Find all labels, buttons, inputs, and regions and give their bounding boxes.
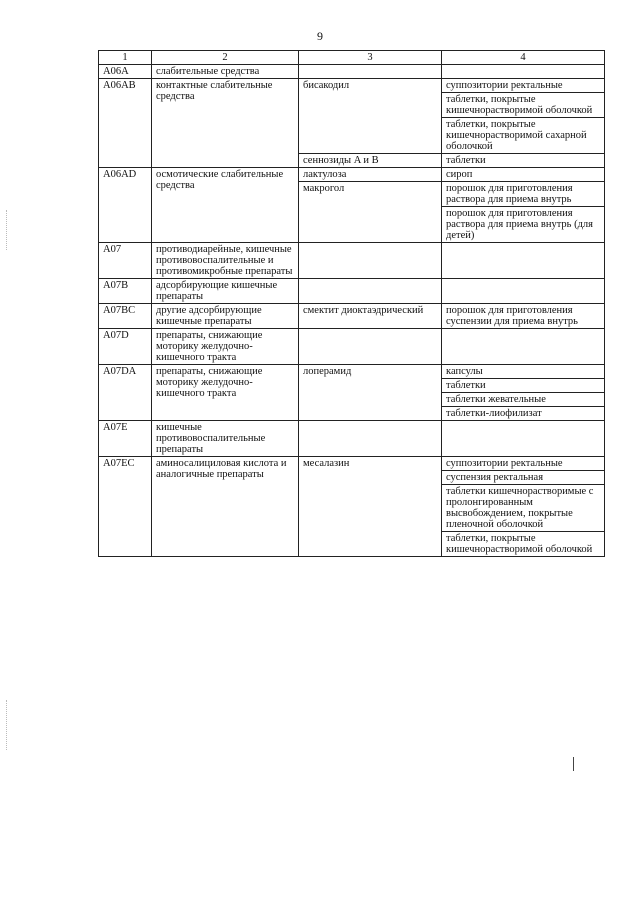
margin-mark <box>573 757 574 771</box>
drug-list <box>298 243 604 278</box>
dosage-forms <box>441 79 604 153</box>
table-row <box>99 278 604 303</box>
table-body <box>99 64 604 556</box>
header-col-4: 4 <box>520 52 526 63</box>
drug-row <box>299 181 604 242</box>
table-row <box>99 167 604 242</box>
atc-code-cell: A06AB <box>103 80 136 91</box>
dosage-forms <box>441 365 604 420</box>
dosage-form-cell: таблетки, покрытые кишечнорастворимой оболочкой <box>442 92 604 117</box>
dosage-form-cell: таблетки <box>446 155 486 166</box>
drug-list <box>298 65 604 78</box>
drug-list <box>298 304 604 328</box>
drug-name-cell: бисакодил <box>303 80 350 91</box>
atc-code-cell: A06A <box>103 66 129 77</box>
drug-list <box>298 329 604 364</box>
dosage-form-cell: таблетки, покрытые кишечнорастворимой оболочкой <box>442 531 604 556</box>
drug-list <box>298 421 604 456</box>
drug-name-cell: месалазин <box>303 458 350 469</box>
dosage-form-cell: таблетки, покрытые кишечнорастворимой сахарной оболочкой <box>442 117 604 153</box>
dosage-form-cell: суспензия ректальная <box>442 470 604 484</box>
group-name-cell: аминосалициловая кислота и аналогичные препараты <box>151 457 298 556</box>
atc-code-cell: A07EC <box>103 458 135 469</box>
group-name-cell: кишечные противовоспалительные препараты <box>151 421 298 456</box>
drug-row <box>299 168 604 181</box>
group-name-cell: слабительные средства <box>151 65 298 78</box>
atc-code-cell: A07BC <box>103 305 136 316</box>
group-name-cell: контактные слабительные средства <box>151 79 298 167</box>
drug-name-cell <box>299 329 441 364</box>
atc-code-cell: A07 <box>103 244 122 255</box>
drug-name-cell: лоперамид <box>303 366 352 377</box>
dosage-forms <box>441 329 604 364</box>
drug-list <box>298 168 604 242</box>
group-name-cell: адсорбирующие кишечные препараты <box>151 279 298 303</box>
page-number: 9 <box>317 29 323 43</box>
dosage-form-cell <box>442 421 604 456</box>
dosage-form-cell: порошок для приготовления раствора для приема внутрь <box>446 183 573 205</box>
drug-row <box>299 65 604 78</box>
table-row <box>99 242 604 278</box>
dosage-form-cell: суппозитории ректальные <box>446 458 563 469</box>
table-row <box>99 303 604 328</box>
dosage-forms <box>441 168 604 181</box>
drug-name-cell <box>299 421 441 456</box>
table-row <box>99 364 604 420</box>
margin-scan-artifact <box>6 700 7 750</box>
dosage-form-cell <box>442 65 604 78</box>
dosage-form-cell <box>442 279 604 303</box>
dosage-forms <box>441 457 604 556</box>
drug-row <box>299 79 604 153</box>
drug-list <box>298 279 604 303</box>
dosage-form-cell: порошок для приготовления суспензии для приема внутрь <box>446 305 578 327</box>
dosage-forms <box>441 154 604 167</box>
drug-name-cell <box>299 65 441 78</box>
dosage-forms <box>441 243 604 278</box>
drug-list <box>298 79 604 167</box>
dosage-form-cell: порошок для приготовления раствора для приема внутрь (для детей) <box>442 206 604 242</box>
drug-table <box>98 50 605 557</box>
drug-row <box>299 279 604 303</box>
dosage-forms <box>441 421 604 456</box>
table-header-row <box>99 51 604 64</box>
header-col-3: 3 <box>367 52 373 63</box>
drug-name-cell: макрогол <box>303 183 345 194</box>
dosage-forms <box>441 182 604 242</box>
dosage-form-cell: таблетки жевательные <box>442 392 604 406</box>
dosage-form-cell: сироп <box>446 169 473 180</box>
drug-row <box>299 329 604 364</box>
drug-row <box>299 457 604 556</box>
drug-name-cell: сеннозиды A и B <box>303 155 379 166</box>
dosage-form-cell: капсулы <box>446 366 483 377</box>
dosage-form-cell <box>442 243 604 278</box>
drug-name-cell <box>299 243 441 278</box>
dosage-forms <box>441 65 604 78</box>
margin-scan-artifact <box>6 210 7 250</box>
group-name-cell: другие адсорбирующие кишечные препараты <box>151 304 298 328</box>
atc-code-cell: A06AD <box>103 169 137 180</box>
dosage-form-cell: таблетки-лиофилизат <box>442 406 604 420</box>
group-name-cell: осмотические слабительные средства <box>151 168 298 242</box>
header-col-1: 1 <box>122 52 128 63</box>
atc-code-cell: A07D <box>103 330 129 341</box>
dosage-forms <box>441 279 604 303</box>
drug-name-cell: смектит диоктаэдрический <box>303 305 424 316</box>
atc-code-cell: A07DA <box>103 366 137 377</box>
dosage-form-cell: таблетки <box>442 378 604 392</box>
dosage-form-cell <box>442 329 604 364</box>
drug-list <box>298 365 604 420</box>
table-row <box>99 78 604 167</box>
group-name-cell: препараты, снижающие моторику желудочно-кишечного тракта <box>151 329 298 364</box>
drug-name-cell: лактулоза <box>303 169 347 180</box>
atc-code-cell: A07E <box>103 422 128 433</box>
group-name-cell: препараты, снижающие моторику желудочно-кишечного тракта <box>151 365 298 420</box>
drug-row <box>299 421 604 456</box>
drug-list <box>298 457 604 556</box>
drug-row <box>299 153 604 167</box>
group-name-cell: противодиарейные, кишечные противовоспалительные и противомикробные препараты <box>151 243 298 278</box>
dosage-form-cell: таблетки кишечнорастворимые с пролонгированным высвобождением, покрытые пленочной оболочкой <box>442 484 604 531</box>
table-row <box>99 420 604 456</box>
drug-row <box>299 243 604 278</box>
drug-row <box>299 365 604 420</box>
atc-code-cell: A07B <box>103 280 129 291</box>
header-col-2: 2 <box>151 51 298 64</box>
dosage-form-cell: суппозитории ректальные <box>446 80 563 91</box>
table-row <box>99 64 604 78</box>
drug-row <box>299 304 604 328</box>
table-row <box>99 328 604 364</box>
dosage-forms <box>441 304 604 328</box>
drug-name-cell <box>299 279 441 303</box>
table-row <box>99 456 604 556</box>
